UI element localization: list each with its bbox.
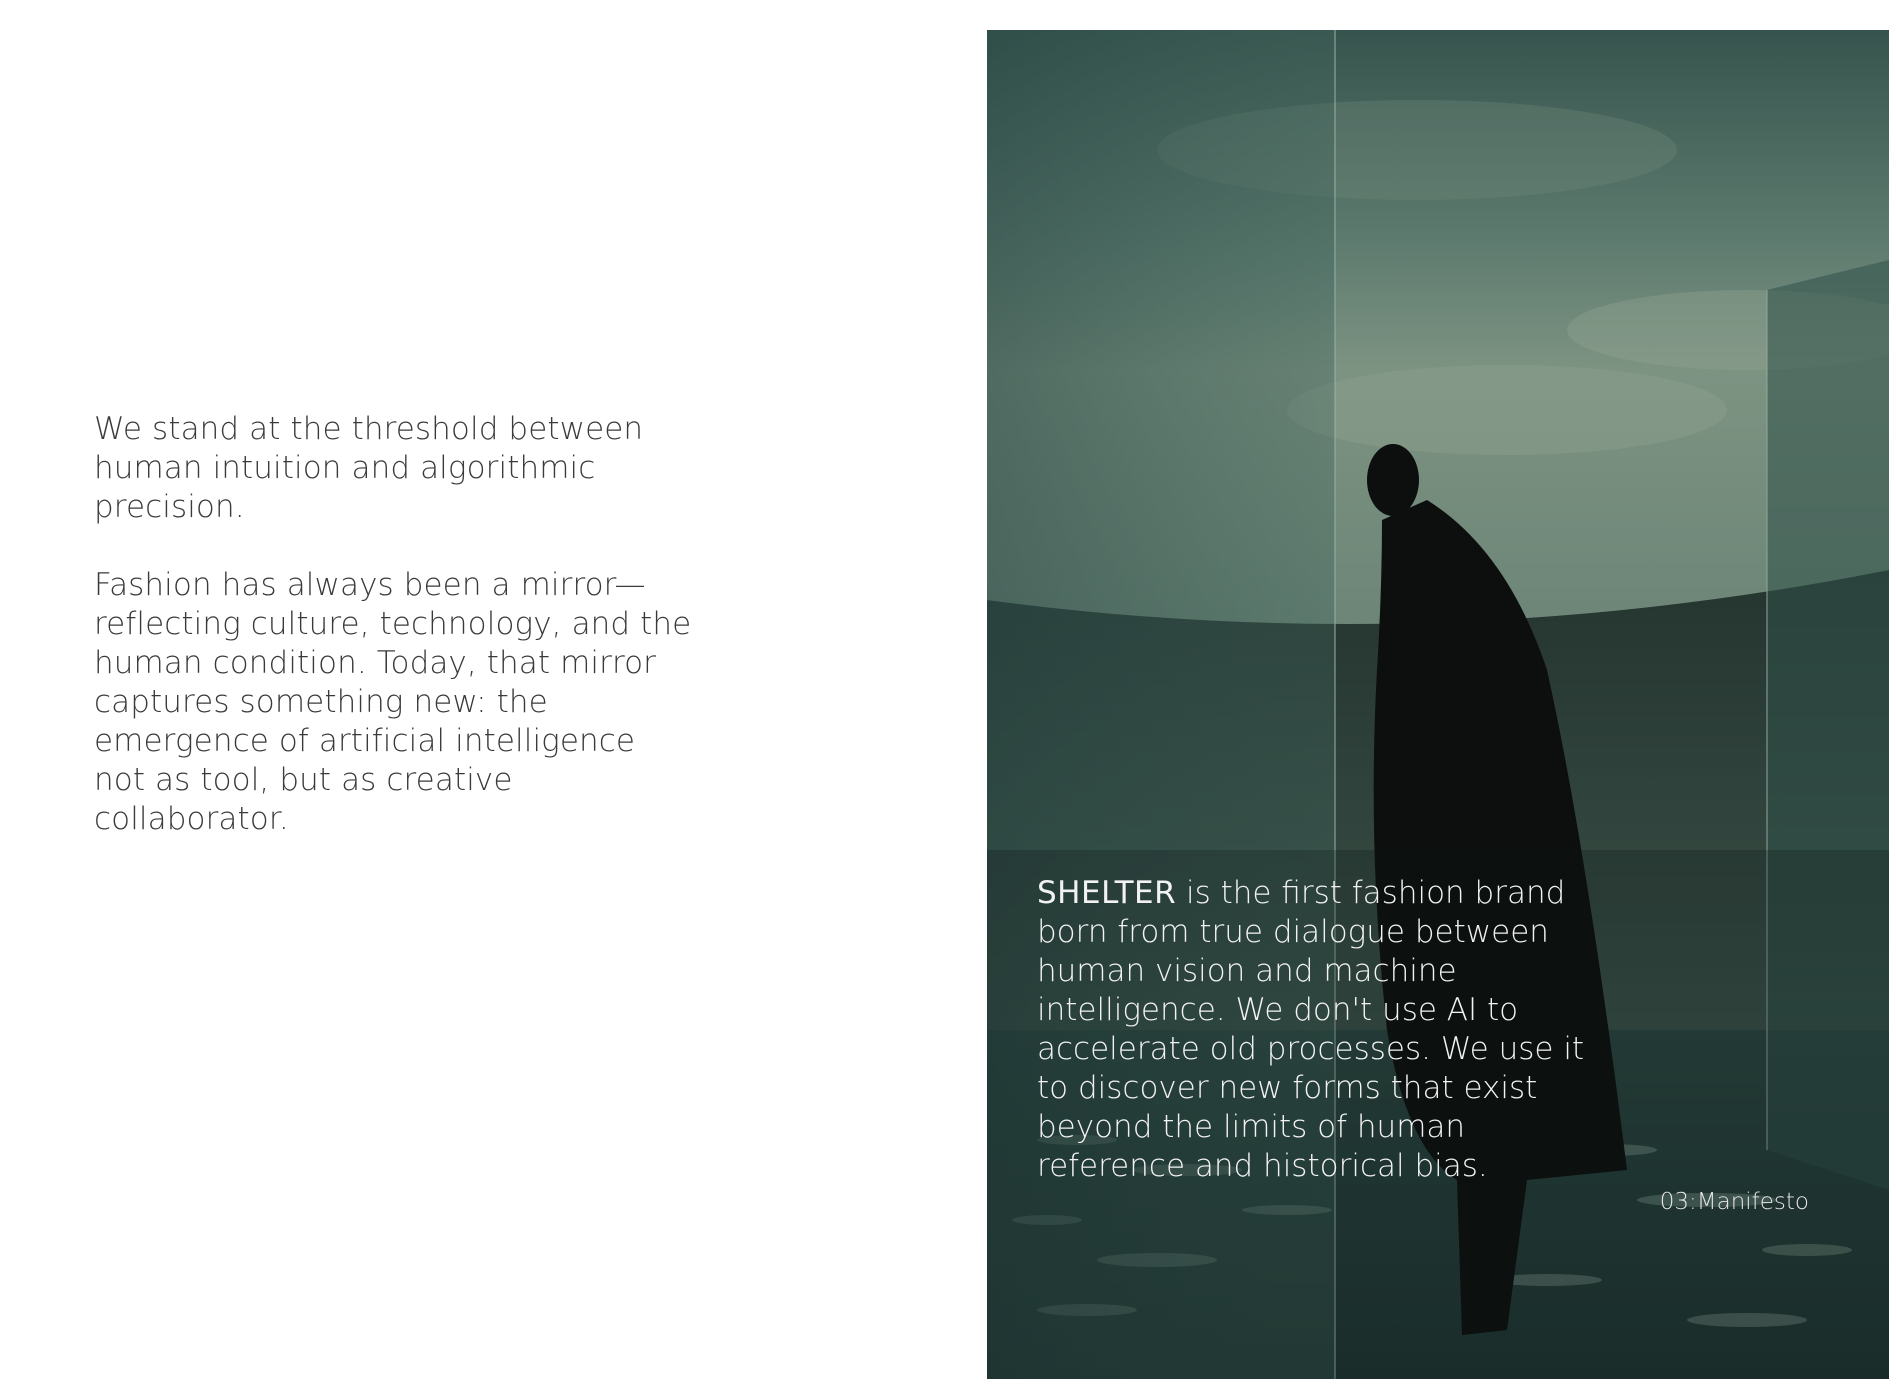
editorial-photo xyxy=(987,30,1889,1379)
brand-statement xyxy=(1037,874,1597,1186)
intro-paragraph: We stand at the threshold between human intuition and algorithmic precision. xyxy=(94,411,644,525)
brand-statement-text: is the first fashion brand born from true dialogue between human vision and machine intelligence. We don't use AI to accelerate old processes. We use it to discover new forms that exist beyond the limits of human reference and historical bias. xyxy=(1037,875,1585,1184)
manifesto-intro xyxy=(94,410,694,878)
brand-name: SHELTER xyxy=(1037,875,1177,911)
body-paragraph: Fashion has always been a mirror—reflecting culture, technology, and the human condition. Today, that mirror captures something new: the emergence of artificial intelligence not as tool, but as creative collaborator. xyxy=(94,567,692,837)
page-label: 03:Manifesto xyxy=(1659,1189,1809,1215)
